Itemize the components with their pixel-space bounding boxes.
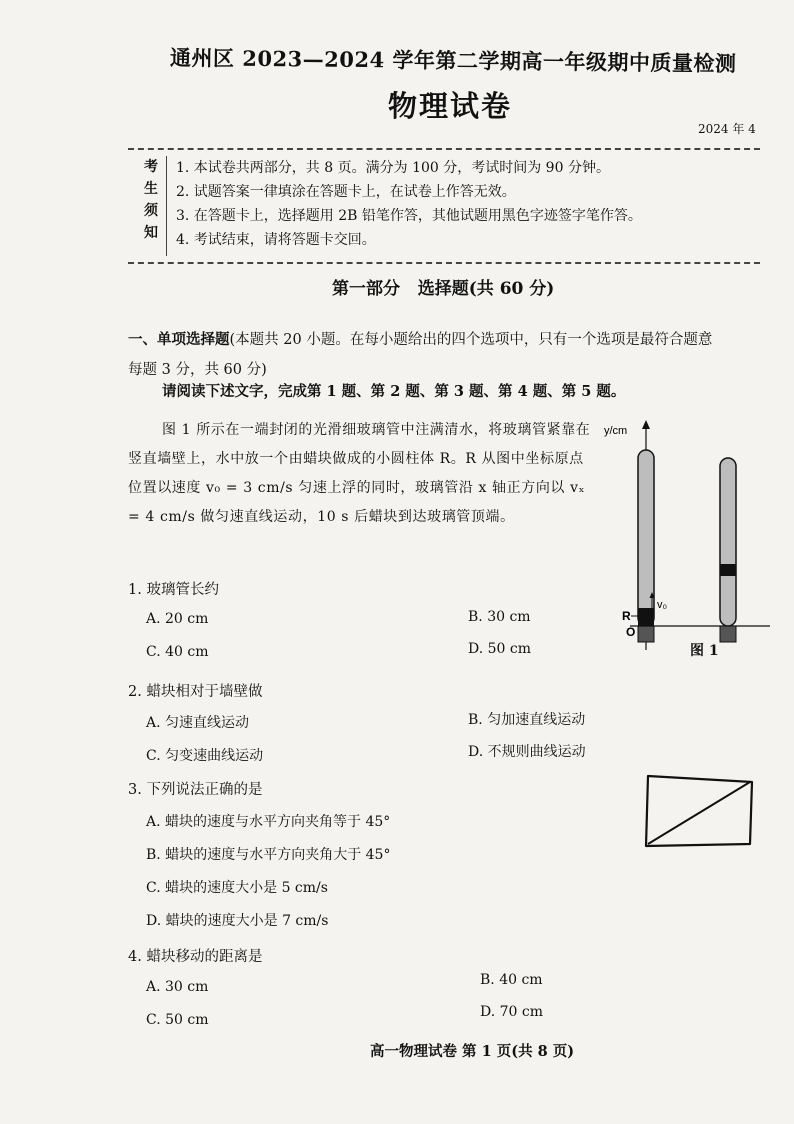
question-1-stem: 1. 玻璃管长约 bbox=[128, 582, 219, 598]
question-3-stem: 3. 下列说法正确的是 bbox=[128, 782, 263, 798]
question-1-option-a: A. 20 cm bbox=[146, 611, 209, 627]
exam-title: 通州区 2023—2024 学年第二学期高一年级期中质量检测 bbox=[169, 45, 737, 76]
glass-tube-2 bbox=[720, 458, 736, 626]
wax-block-moved bbox=[720, 564, 736, 576]
question-4-option-a: A. 30 cm bbox=[146, 979, 209, 995]
origin-label: O bbox=[626, 625, 636, 639]
question-2-option-b: B. 匀加速直线运动 bbox=[468, 712, 586, 728]
exam-date: 2024 年 4 bbox=[698, 122, 756, 136]
notice-item: 2. 试题答案一律填涂在答题卡上，在试卷上作答无效。 bbox=[176, 184, 516, 200]
question-2-stem: 2. 蜡块相对于墙壁做 bbox=[128, 684, 263, 700]
r-label: R bbox=[622, 609, 631, 623]
notice-label-char: 须 bbox=[144, 203, 158, 219]
section-intro-text-2: 每题 3 分，共 60 分) bbox=[128, 362, 267, 378]
notice-item: 4. 考试结束，请将答题卡交回。 bbox=[176, 232, 376, 248]
candidate-notice-box bbox=[128, 148, 760, 264]
question-4-option-c: C. 50 cm bbox=[146, 1012, 209, 1028]
notice-item: 3. 在答题卡上，选择题用 2B 铅笔作答，其他试题用黑色字迹签字笔作答。 bbox=[176, 208, 642, 224]
question-3-option-a: A. 蜡块的速度与水平方向夹角等于 45° bbox=[146, 814, 391, 830]
v0-label: v₀ bbox=[657, 599, 668, 611]
question-4-option-d: D. 70 cm bbox=[480, 1004, 544, 1020]
notice-label-char: 生 bbox=[144, 181, 158, 197]
part-title: 第一部分 选择题(共 60 分) bbox=[332, 279, 555, 299]
passage-text: 图 1 所示在一端封闭的光滑细玻璃管中注满清水，将玻璃管紧靠在竖直墙壁上，水中放一个由蜡块做成的小圆柱体 R。R 从图中坐标原点位置以速度 v₀ = 3 cm/s 匀速上浮的同时，玻璃管沿 x 轴正方向以 vₓ = 4 cm/s 做匀速直线运动，10 s 后蜡块到达玻璃管顶端。 bbox=[128, 422, 591, 525]
question-1-option-c: C. 40 cm bbox=[146, 644, 209, 660]
figure-1-caption: 图 1 bbox=[690, 643, 719, 659]
question-1-option-d: D. 50 cm bbox=[468, 641, 532, 657]
question-2-option-a: A. 匀速直线运动 bbox=[146, 715, 250, 731]
notice-item: 1. 本试卷共两部分，共 8 页。满分为 100 分，考试时间为 90 分钟。 bbox=[176, 160, 610, 176]
notice-label-char: 知 bbox=[144, 225, 158, 241]
notice-label bbox=[136, 156, 167, 256]
subject-title: 物理试卷 bbox=[388, 89, 513, 123]
question-3-option-b: B. 蜡块的速度与水平方向夹角大于 45° bbox=[146, 847, 391, 863]
section-intro bbox=[128, 325, 768, 385]
question-3-option-c: C. 蜡块的速度大小是 5 cm/s bbox=[146, 880, 328, 896]
reading-prompt: 请阅读下述文字，完成第 1 题、第 2 题、第 3 题、第 4 题、第 5 题。 bbox=[162, 383, 626, 400]
hand-drawn-rectangle-sketch bbox=[640, 768, 760, 850]
section-intro-text: (本题共 20 小题。在每小题给出的四个选项中，只有一个选项是最符合题意 bbox=[229, 332, 713, 348]
question-3-option-d: D. 蜡块的速度大小是 7 cm/s bbox=[146, 913, 329, 929]
section-heading: 一、单项选择题 bbox=[128, 331, 230, 348]
figure-1-glass-tubes bbox=[600, 420, 770, 660]
question-1-option-b: B. 30 cm bbox=[468, 609, 531, 625]
y-axis-label: y/cm bbox=[604, 425, 628, 437]
question-2-option-d: D. 不规则曲线运动 bbox=[468, 744, 586, 760]
wax-block-r bbox=[638, 608, 654, 626]
question-2-option-c: C. 匀变速曲线运动 bbox=[146, 748, 264, 764]
page-footer: 高一物理试卷 第 1 页(共 8 页) bbox=[370, 1043, 575, 1060]
notice-label-char: 考 bbox=[144, 159, 158, 175]
question-4-option-b: B. 40 cm bbox=[480, 972, 543, 988]
notice-list bbox=[176, 156, 642, 252]
question-4-stem: 4. 蜡块移动的距离是 bbox=[128, 949, 263, 965]
